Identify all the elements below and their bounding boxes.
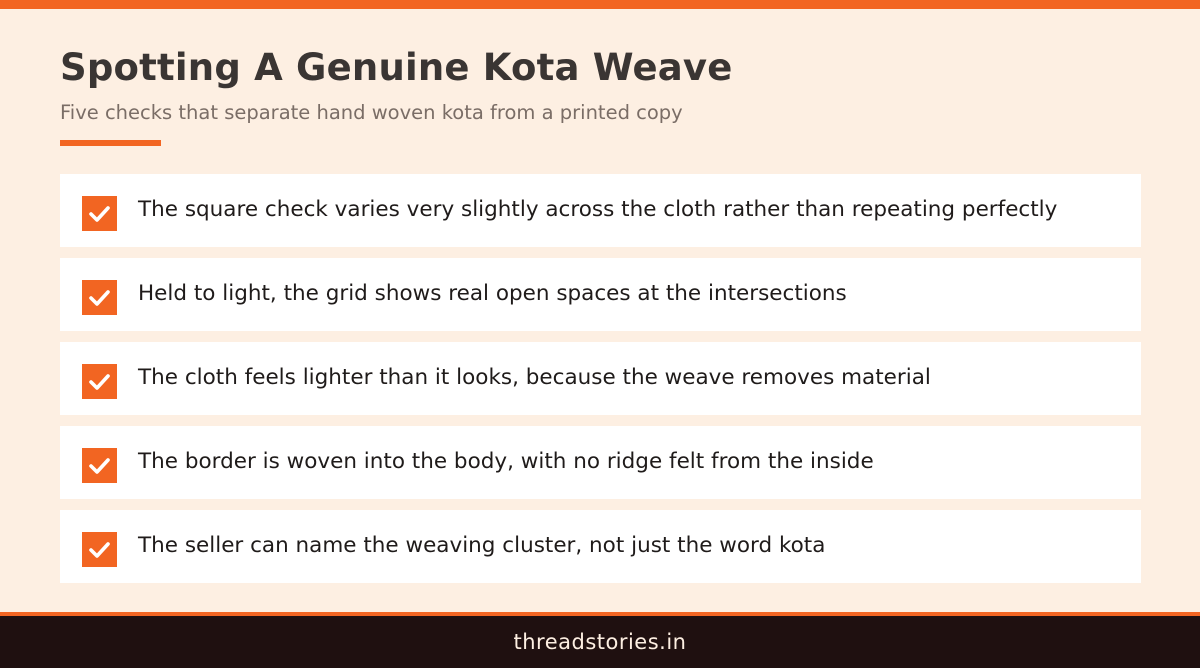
footer [0,612,1200,668]
checklist-item-text: The square check varies very slightly across the cloth rather than repeating perfectly [138,197,1058,222]
checklist-item [60,426,1141,499]
checklist-item-text: The border is woven into the body, with no ridge felt from the inside [138,449,874,474]
checkmark-icon [82,448,117,483]
title-underline [60,140,161,146]
checklist-item-text: Held to light, the grid shows real open spaces at the intersections [138,281,847,306]
checkmark-icon [82,532,117,567]
checklist-item-text: The cloth feels lighter than it looks, because the weave removes material [138,365,931,390]
checklist-item-text: The seller can name the weaving cluster, not just the word kota [138,533,826,558]
checklist [60,174,1141,594]
checklist-item [60,258,1141,331]
page-title: Spotting A Genuine Kota Weave [60,46,733,89]
checklist-item [60,510,1141,583]
checklist-item [60,342,1141,415]
checkmark-icon [82,196,117,231]
checkmark-icon [82,280,117,315]
checklist-item [60,174,1141,247]
page-subtitle: Five checks that separate hand woven kota from a printed copy [60,101,683,124]
footer-site-link[interactable]: threadstories.in [513,630,687,654]
checkmark-icon [82,364,117,399]
top-accent-bar [0,0,1200,9]
